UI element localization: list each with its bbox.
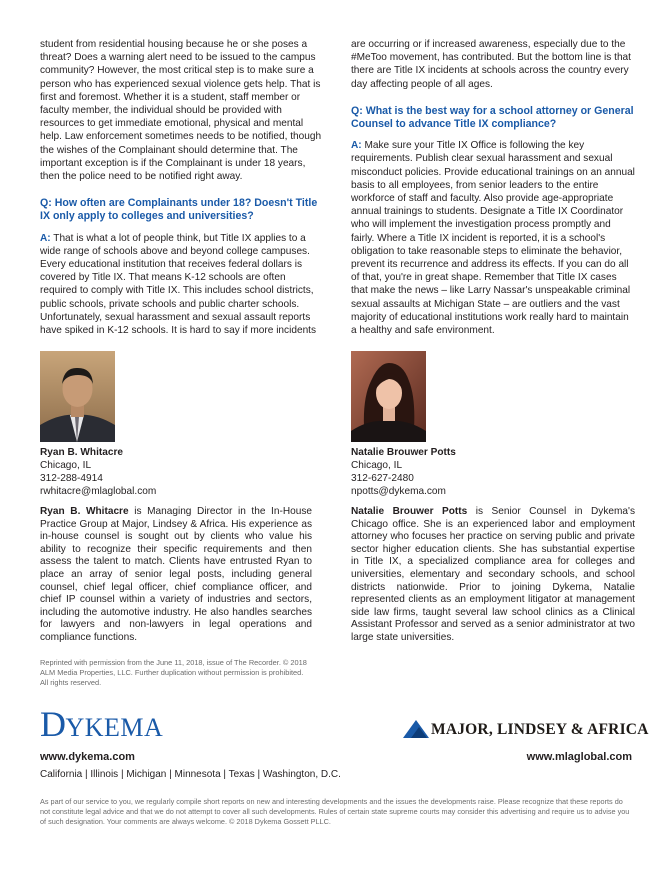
ryan-contact xyxy=(40,446,156,498)
right-question: Q: What is the best way for a school attorney or General Counsel to advance Title IX compliance? xyxy=(351,104,634,131)
bio-name: Natalie Brouwer Potts xyxy=(351,506,468,517)
right-intro-paragraph: are occurring or if increased awareness, especially due to the #MeToo movement, has contributed. But the bottom line is that there are Title IX incidents at schools across the country every day affecting people of all ages. xyxy=(351,39,631,90)
bio-name: Ryan B. Whitacre xyxy=(40,506,129,517)
right-answer-paragraph xyxy=(351,139,635,337)
contact-city: Chicago, IL xyxy=(40,460,92,471)
dykema-logo-rest: YKEMA xyxy=(65,713,164,742)
contact-phone: 312-627-2480 xyxy=(351,473,414,484)
answer-lead: A: xyxy=(351,140,362,152)
office-locations: California | Illinois | Michigan | Minnesota | Texas | Washington, D.C. xyxy=(40,769,341,780)
bio-body: is Managing Director in the In-House Practice Group at Major, Lindsey & Africa. His experience as in-house counsel is sought out by clients who value his ability to recognize their specific requirements and then assess the talent to match. Clients have entrusted Ryan to place an array of senior legal posts, including general counsel, chief legal officer, chief compliance officer, and chief IP counsel within a variety of industries and sectors, including the automotive industry. He also handles searches for lawyers and non-lawyers in legal operations and compliance functions. xyxy=(40,506,312,643)
mla-url[interactable]: www.mlaglobal.com xyxy=(526,751,632,763)
mla-logo: MAJOR, LINDSEY & AFRICA xyxy=(431,721,649,738)
contact-email[interactable]: rwhitacre@mlaglobal.com xyxy=(40,486,157,497)
natalie-contact xyxy=(351,446,456,498)
natalie-potts-photo xyxy=(351,351,426,442)
natalie-bio xyxy=(351,506,635,645)
left-answer-text: That is what a lot of people think, but Title IX applies to a wide range of schools above and beyond college campuses. Every educational institution that receives federal dollars is covered by Title IX. That means K-12 schools are often required to comply with Title IX. This includes school districts, public schools, private schools and public charter schools. Unfortunately, sexual harassment and sexual assault reports have spiked in K-12 schools. It is hard to say if more incidents xyxy=(40,232,317,337)
ryan-whitacre-photo xyxy=(40,351,115,442)
left-intro-paragraph: student from residential housing because he or she poses a threat? Does a warning alert need to be issued to the campus community? However, the most critical step is to make sure a person who has experienced sexual violence gets help. That is first and foremost. Whether it is a student, staff member or faculty member, the individual should be provided with resources to get immediate emotional, physical and mental help. Law enforcement sometimes needs to be notified, though the wishes of the Complainant should determine that. The important exception is if the Complainant is under 18 years, then the police need to be notified right away. xyxy=(40,39,322,183)
answer-lead: A: xyxy=(40,232,51,244)
contact-name: Ryan B. Whitacre xyxy=(40,447,124,458)
dykema-url[interactable]: www.dykema.com xyxy=(40,751,135,763)
disclaimer: As part of our service to you, we regularly compile short reports on new and interesting developments and the issues the developments raise. Please recognize that these reports do not constitute legal advice and that we do not attempt to cover all such developments. Rules of certain state supreme courts may consider this advertising and require us to advise you of such designation. Your comments are always welcome. © 2018 Dykema Gossett PLLC. xyxy=(40,797,630,827)
contact-phone: 312-288-4914 xyxy=(40,473,103,484)
left-column xyxy=(40,38,324,345)
dykema-logo-initial: D xyxy=(40,704,66,744)
left-answer-paragraph xyxy=(40,232,324,338)
dykema-logo xyxy=(40,704,163,748)
contact-name: Natalie Brouwer Potts xyxy=(351,447,456,458)
ryan-bio xyxy=(40,506,312,645)
contact-email[interactable]: npotts@dykema.com xyxy=(351,486,446,497)
reprint-notice: Reprinted with permission from the June 11, 2018, issue of The Recorder. © 2018 ALM Media Properties, LLC. Further duplication without permission is prohibited. All rights reserved. xyxy=(40,658,307,687)
mla-mountain-icon xyxy=(403,718,429,738)
left-question: Q: How often are Complainants under 18? Doesn't Title IX only apply to colleges and universities? xyxy=(40,197,318,223)
contact-city: Chicago, IL xyxy=(351,460,403,471)
bio-body: is Senior Counsel in Dykema's Chicago office. She is an experienced labor and employment attorney who focuses her practice on serving public and private sector higher education clients. She has substantial expertise in Title IX, a specialized compliance area for colleges and universities, elementary and secondary schools, and school districts nationwide. Prior to joining Dykema, Natalie represented clients as an employment litigator at management side law firms, taught several law school clinics as a Clinical Assistant Professor and served as a senior administrator at two large state universities. xyxy=(351,506,636,643)
right-column xyxy=(351,38,635,345)
right-answer-text: Make sure your Title IX Office is following the key requirements. Publish clear sexual harassment and sexual misconduct policies. Provide educational trainings on an annual basis to all employees, from senior leaders to the entire workforce of staff and faculty. Also provide age-appropriate annual trainings to students. Designate a Title IX Coordinator who will implement the investigation process promptly and fairly. Where a Title IX incident is reported, it is a school's obligation to take reasonable steps to eliminate the behavior, prevent its recurrence and address its effects. If you can do all of that, you're in great shape. Remember that Title IX cases that make the news – like Larry Nassar's unspeakable criminal sexual assaults at Michigan State – are outliers and the vast majority of educational institutions work really hard to maintain a healthy and safe environment. xyxy=(351,140,635,337)
